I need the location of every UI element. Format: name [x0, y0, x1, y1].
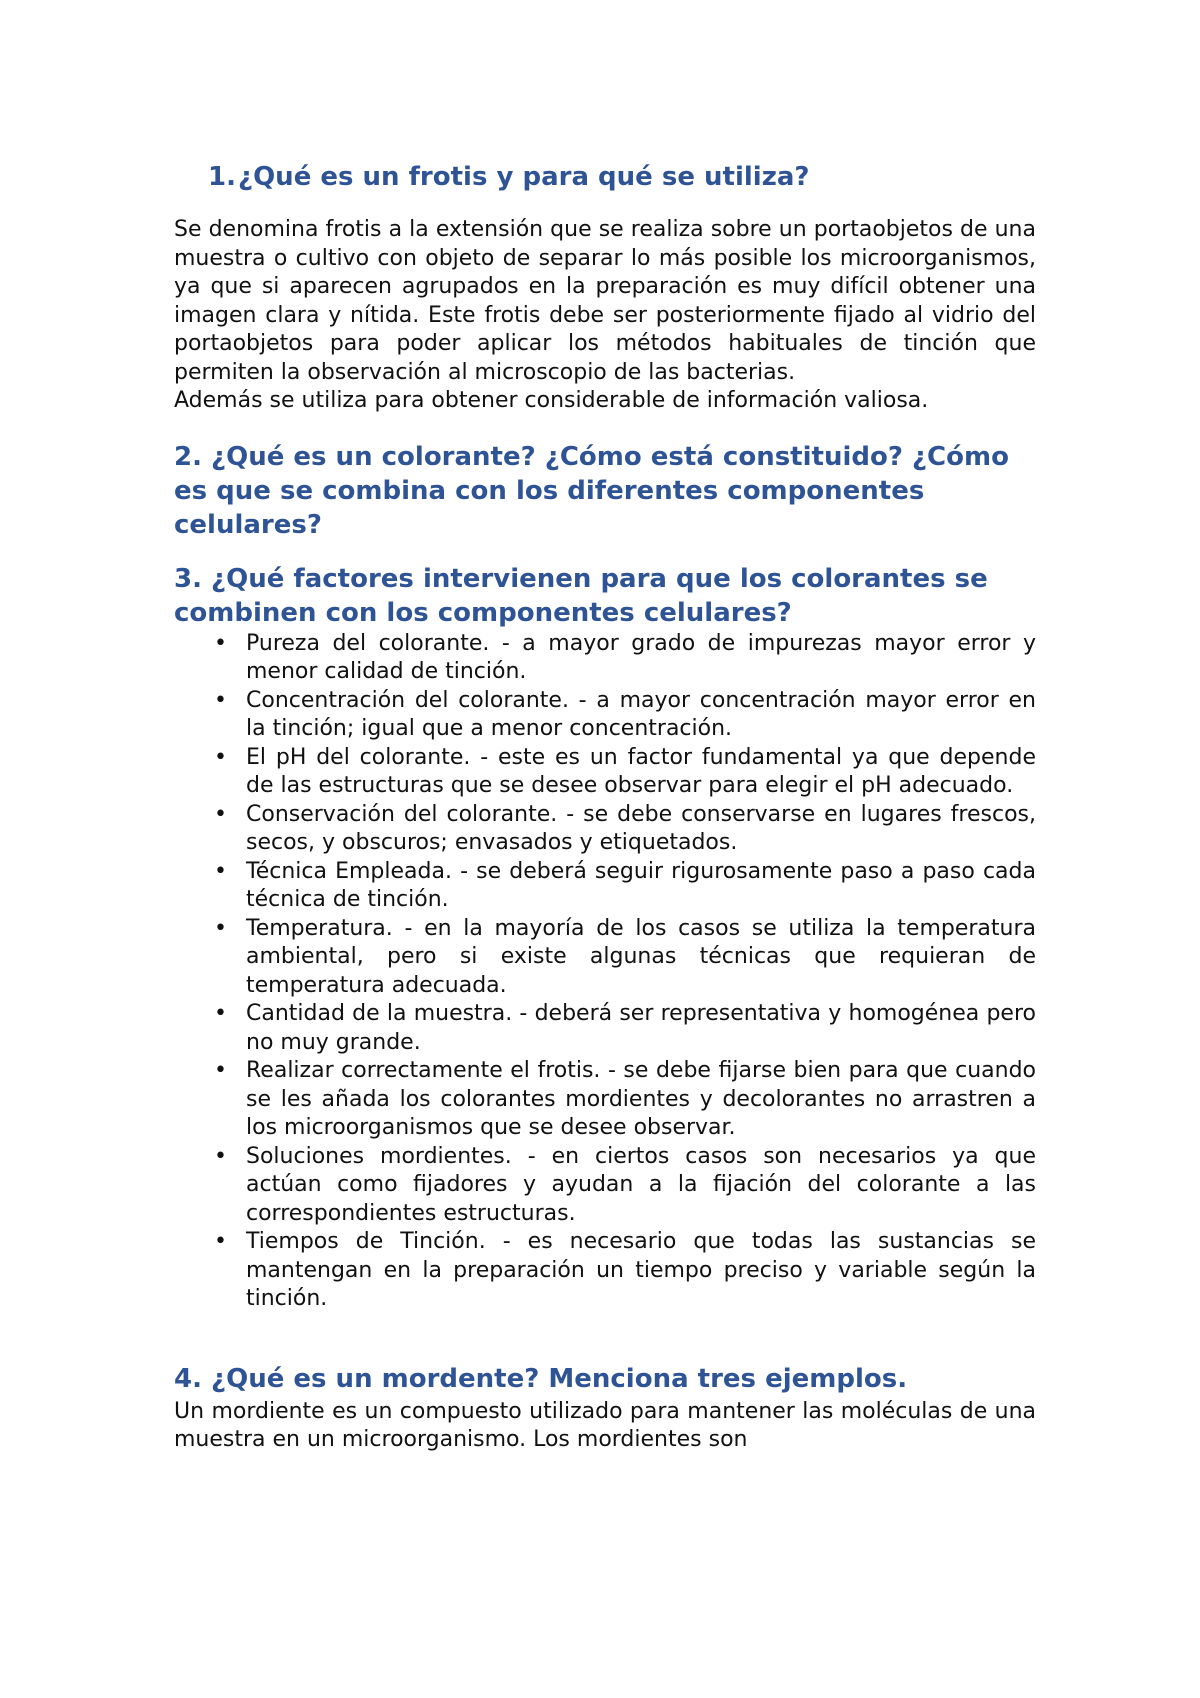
factor-list-item — [174, 687, 1036, 744]
question-1-answer-last-line: Además se utiliza para obtener considerable de información valiosa. — [174, 388, 929, 413]
bullet-icon: • — [214, 801, 227, 827]
factor-text: Pureza del colorante. - a mayor grado de impurezas mayor error y menor calidad de tinción. — [246, 630, 1036, 684]
factor-text: Tiempos de Tinción. - es necesario que todas las sustancias se mantengan en la preparación un tiempo preciso y variable según la tinción. — [246, 1229, 1036, 1311]
factor-text: Concentración del colorante. - a mayor concentración mayor error en la tinción; igual que a menor concentración. — [246, 687, 1036, 741]
question-4-heading: 4. ¿Qué es un mordente? Menciona tres ejemplos. — [174, 1363, 908, 1394]
bullet-icon: • — [214, 1229, 227, 1254]
bullet-icon: • — [214, 630, 227, 656]
bullet-icon: • — [214, 744, 227, 770]
question-4-answer: Un mordiente es un compuesto utilizado para mantener las moléculas de una muestra en un microorganismo. Los mordientes son — [174, 1398, 1036, 1452]
factor-text: Realizar correctamente el frotis. - se debe fijarse bien para que cuando se les añada los colorantes mordientes y decolorantes no arrastren a los microorganismos que se desee observar. — [246, 1058, 1036, 1140]
factor-text: Soluciones mordientes. - en ciertos casos son necesarios ya que actúan como fijadores y ayudan a la fijación del colorante a las correspondientes estructuras. — [246, 1143, 1036, 1226]
bullet-icon: • — [214, 1143, 227, 1169]
factor-list-item — [174, 630, 1036, 687]
factor-list-item — [174, 801, 1036, 858]
factor-list-item — [174, 744, 1036, 801]
factors-list — [174, 630, 1036, 1314]
factor-text: Técnica Empleada. - se deberá seguir rigurosamente paso a paso cada técnica de tinción. — [246, 858, 1036, 912]
factor-list-item — [174, 1000, 1036, 1057]
bullet-icon: • — [214, 1001, 227, 1026]
factor-text: Cantidad de la muestra. - deberá ser representativa y homogénea pero no muy grande. — [246, 1001, 1036, 1055]
question-3-heading: 3. ¿Qué factores intervienen para que los colorantes se combinen con los componentes celulares? — [174, 563, 988, 628]
factor-text: Temperatura. - en la mayoría de los casos se utiliza la temperatura ambiental, pero si existe algunas técnicas que requieran de temperatura adecuada. — [246, 915, 1036, 998]
question-1-answer — [174, 216, 1036, 416]
factor-list-item — [174, 915, 1036, 1001]
question-2-heading: 2. ¿Qué es un colorante? ¿Cómo está constituido? ¿Cómo es que se combina con los diferentes componentes celulares? — [174, 441, 1009, 540]
bullet-icon: • — [214, 915, 227, 941]
question-1-number: 1. — [208, 162, 236, 192]
question-1-answer-text: Se denomina frotis a la extensión que se realiza sobre un portaobjetos de una muestra o cultivo con objeto de separar lo más posible los microorganismos, ya que si aparecen agrupados en la preparación es muy difícil obtener una imagen clara y nítida. Este frotis debe ser posteriormente fijado al vidrio del portaobjetos para poder aplicar los métodos habituales de tinción que permiten la observación al microscopio de las bacterias. — [174, 217, 1036, 385]
factor-text: Conservación del colorante. - se debe conservarse en lugares frescos, secos, y obscuros; envasados y etiquetados. — [246, 801, 1036, 855]
bullet-icon: • — [214, 687, 227, 713]
question-1-heading — [208, 160, 1036, 194]
bullet-icon: • — [214, 858, 227, 884]
factor-list-item — [174, 1143, 1036, 1229]
factor-list-item — [174, 1228, 1036, 1314]
question-1-title: ¿Qué es un frotis y para qué se utiliza? — [238, 162, 810, 192]
factor-list-item — [174, 1057, 1036, 1143]
factor-text: El pH del colorante. - este es un factor fundamental ya que depende de las estructuras que se desee observar para elegir el pH adecuado. — [246, 744, 1036, 798]
bullet-icon: • — [214, 1058, 227, 1083]
document-page — [174, 160, 1036, 1455]
factor-list-item — [174, 858, 1036, 915]
